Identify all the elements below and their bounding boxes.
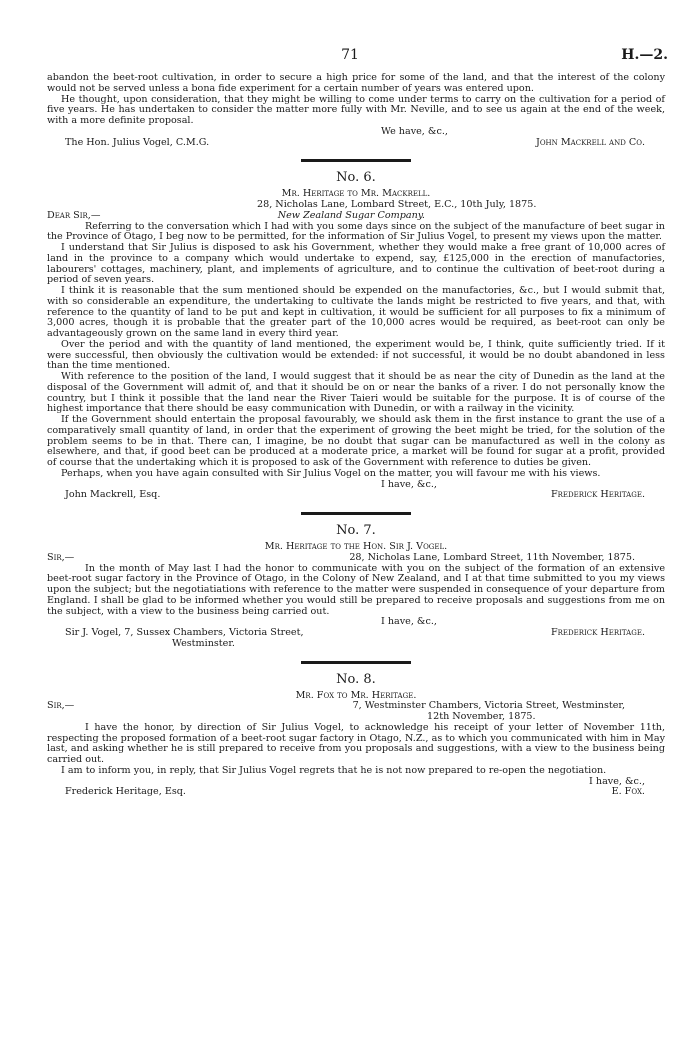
letter-8-salutation-row xyxy=(47,701,665,712)
letter-6-signature-row xyxy=(47,490,665,501)
letter-7-number: No. 7. xyxy=(336,523,376,538)
document-reference: H.—2. xyxy=(621,47,668,63)
letter-6-signature: Frederick Heritage. xyxy=(550,489,645,501)
section-divider xyxy=(301,512,411,515)
letter-6-paragraph-2: I understand that Sir Julius is disposed to ask his Government, whether they would make a free grant of 10,000 acres of land in the province to a company which would undertake to expend, say, £125,000 in the erection of manufactories, labourers' cottages, machinery, plant, and implements of agriculture, and to continue the cultivation of beet-root during a period of seven years. xyxy=(47,242,665,286)
letter-6-paragraph-5: With reference to the position of the land, I would suggest that it should be as near the city of Dunedin as the land at the disposal of the Government will admit of, and that it should be on or near the banks of a river. I do not personally know the country, but I think it possible that the land near the River Taieri would be suitable for the purpose. It is of course of the highest importance that there should be easy communication with Dunedin, or with a railway in the vicinity. xyxy=(47,371,665,415)
letter-7-address: 28, Nicholas Lane, Lombard Street, 11th November, 1875. xyxy=(349,551,635,563)
letter-6-title: Mr. Heritage to Mr. Mackrell. xyxy=(281,188,431,200)
letter-8-title: Mr. Fox to Mr. Heritage. xyxy=(295,689,417,701)
letter-7-salutation-row xyxy=(47,553,665,564)
letter-6-subject: New Zealand Sugar Company. xyxy=(277,209,425,221)
section-divider xyxy=(301,661,411,664)
letter-6-paragraph-7: Perhaps, when you have again consulted with Sir Julius Vogel on the matter, you will favour me with his views. xyxy=(61,467,601,479)
letter-6-salutation-row xyxy=(47,211,665,222)
letter-6-paragraph-4: Over the period and with the quantity of land mentioned, the experiment would be, I think, quite sufficiently tried. If it were successful, then obviously the cultivation would be extended: if not successful, it would be no doubt abandoned in less than the time mentioned. xyxy=(47,338,665,372)
letter-8-number: No. 8. xyxy=(336,671,376,687)
letter-6-closing: I have, &c., xyxy=(381,478,437,490)
letter-7-title: Mr. Heritage to the Hon. Sir J. Vogel. xyxy=(264,541,448,552)
top-paragraph-2: He thought, upon consideration, that they might be willing to come under terms to carry on the cultivation for a period of five years. He has undertaken to consider the matter more fully with Mr. Neville, and to see us again at the end of the week, with a more definite proposal. xyxy=(47,93,665,126)
letter-8-signature: E. Fox. xyxy=(611,786,645,798)
letter-7-salutation: Sir,— xyxy=(47,551,75,563)
letter-7-addressee-line-2: Westminster. xyxy=(172,637,235,649)
top-signature: John Mackrell and Co. xyxy=(535,136,645,148)
letter-6-paragraph-1: Referring to the conversation which I had with you some days since on the subject of the manufacture of beet sugar in the Province of Otago, I beg now to be permitted, for the information of Sir Julius Vogel, to present my views upon the matter. xyxy=(47,220,665,243)
letter-7-signature: Frederick Heritage. xyxy=(550,627,645,638)
top-signature-row xyxy=(47,138,665,149)
letter-6-paragraph-6: If the Government should entertain the proposal favourably, we should ask them in the first instance to grant the use of a comparatively small quantity of land, in order that the experiment of growing the beet might be tried, for the solution of the problem seems to be in that. There can, I imagine, be no doubt that sugar can be manufactured as well in the colony as elsewhere, and that, if good beet can be produced at a moderate price, a market will be found for sugar at a profit, provided of course that the undertaking which it is proposed to ask of the Government with reference to duties be given. xyxy=(47,414,665,468)
letter-8-closing: I have, &c., xyxy=(589,775,645,787)
letter-8-date: 12th November, 1875. xyxy=(427,711,536,722)
letter-7-addressee: Sir J. Vogel, 7, Sussex Chambers, Victoria Street, xyxy=(65,627,304,638)
letter-8-salutation: Sir,— xyxy=(47,700,75,712)
letter-8-paragraph-2: I am to inform you, in reply, that Sir Julius Vogel regrets that he is not now prepared to re-open the negotiation. xyxy=(61,764,607,776)
letter-8-addressee: Frederick Heritage, Esq. xyxy=(65,786,186,798)
top-addressee: The Hon. Julius Vogel, C.M.G. xyxy=(65,136,210,148)
letter-6-number: No. 6. xyxy=(336,170,376,186)
letter-8-paragraph-1: I have the honor, by direction of Sir Julius Vogel, to acknowledge his receipt of your letter of November 11th, respecting the proposed formation of a beet-root sugar factory in Otago, N.Z., as to which you communicated with him in May last, and asking whether he is still prepared to receive from you proposals and suggestions, with a view to the business being carried out. xyxy=(47,721,665,765)
page-number: 71 xyxy=(341,47,359,63)
document-body xyxy=(47,73,665,798)
top-closing: We have, &c., xyxy=(381,125,448,137)
letter-8-address: 7, Westminster Chambers, Victoria Street, Westminster, xyxy=(352,700,625,712)
section-divider xyxy=(301,159,411,162)
letter-7-signature-row xyxy=(47,628,665,639)
letter-6-paragraph-3: I think it is reasonable that the sum mentioned should be expended on the manufactories, &c., but I would submit that, with so considerable an expenditure, the undertaking to cultivate the lands might be restricted to five years, and that, with reference to the quantity of land to be put and kept in cultivation, it would be sufficient for all purposes to fix a minimum of 3,000 acres, though it is probable that the greater part of the 10,000 acres would be required, as beet-root can only be advantageously grown on the same land in every third year. xyxy=(47,285,665,339)
top-paragraph-1: abandon the beet-root cultivation, in order to secure a high price for some of the land, and that the interest of the colony would not be served unless a bona fide experiment for a certain number of years was entered upon. xyxy=(47,72,665,94)
letter-6-addressee: John Mackrell, Esq. xyxy=(65,489,161,501)
letter-7-closing: I have, &c., xyxy=(381,616,437,628)
letter-7-paragraph-1: In the month of May last I had the honor to communicate with you on the subject of the formation of an extensive beet-root sugar factory in the Province of Otago, in the Colony of New Zealand, and I at that time submitted to you my views upon the subject; but the negotiatiations with reference to the matter were suspended in consequence of your departure from England. I shall be glad to be informed whether you would still be prepared to receive proposals and suggestions from me on the subject, with a view to the business being carried out. xyxy=(47,562,665,617)
letter-6-salutation: Dear Sir,— xyxy=(47,209,101,221)
letter-6-address: 28, Nicholas Lane, Lombard Street, E.C., 10th July, 1875. xyxy=(257,199,537,210)
letter-8-signature-row xyxy=(47,787,665,798)
